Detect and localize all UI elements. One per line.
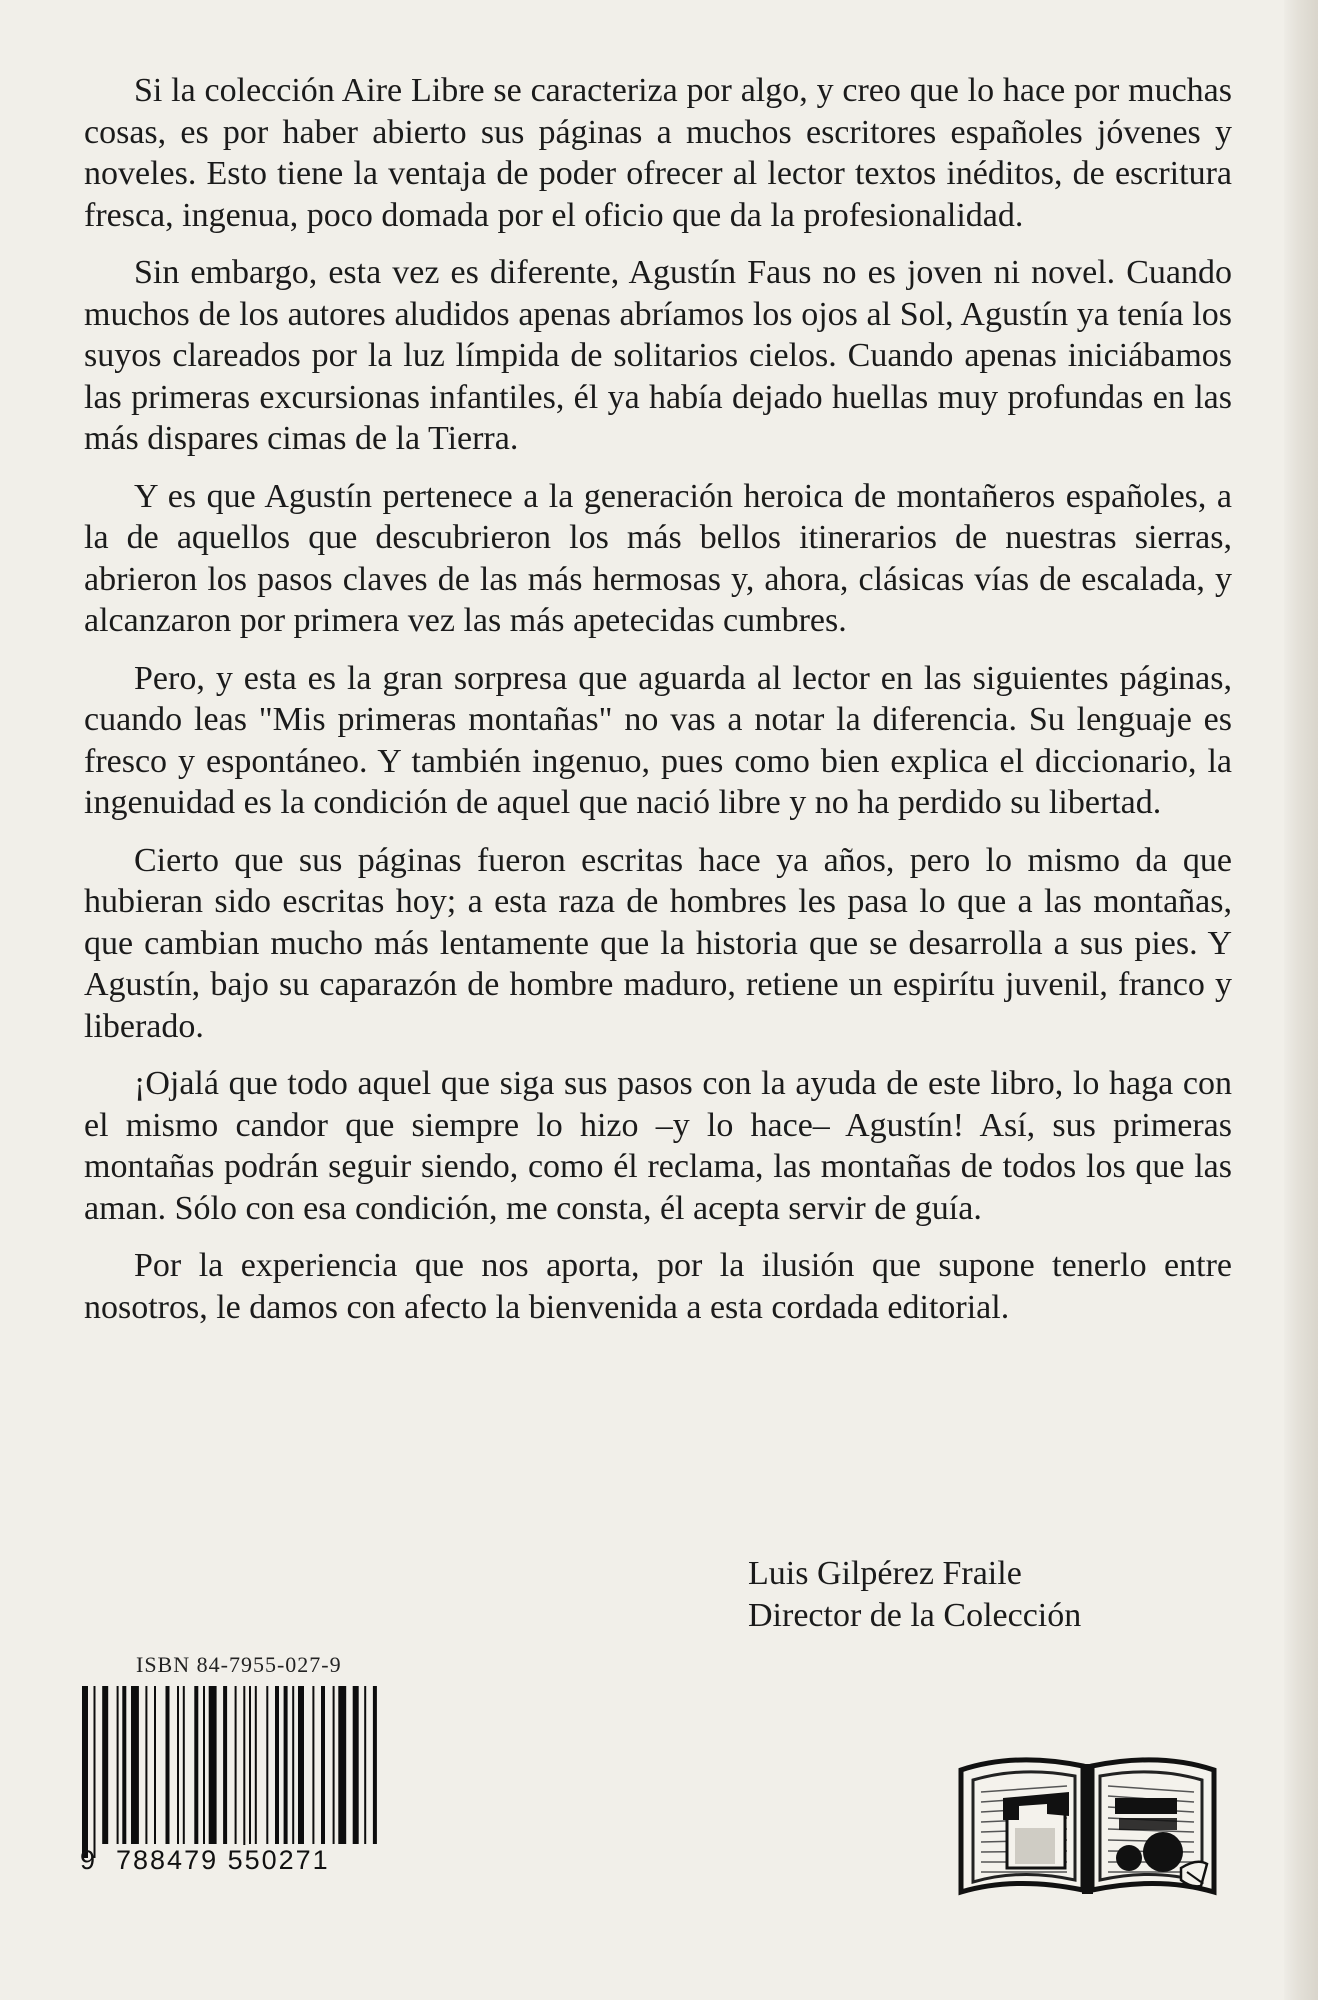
paragraph-3: Y es que Agustín pertenece a la generación heroica de montañeros españoles, a la de aquellos que descubrieron los más bellos itinerarios de nuestras sierras, abrieron los pasos claves de las más hermosas y, ahora, clásicas vías de escalada, y alcanzaron por primera vez las más apetecidas cumbres.	[84, 477, 1232, 639]
paragraph-2: Sin embargo, esta vez es diferente, Agustín Faus no es joven ni novel. Cuando muchos de los autores aludidos apenas abríamos los ojos al Sol, Agustín ya tenía los suyos clareados por la luz límpida de solitarios cielos. Cuando apenas iniciábamos las primeras excursionas infantiles, él ya había dejado huellas muy profundas en las más dispares cimas de la Tierra.	[84, 254, 1232, 457]
isbn-label: ISBN 84-7955-027-9	[136, 1652, 342, 1677]
page-edge-shadow	[1284, 0, 1318, 2000]
paragraph-1: Si la colección Aire Libre se caracteriza por algo, y creo que lo hace por muchas cosas, es por haber abierto sus páginas a muchos escritores españoles jóvenes y noveles. Esto tiene la ventaja de poder ofrecer al lector textos inéditos, de escritura fresca, ingenua, poco domada por el oficio que da la profesionalidad.	[84, 72, 1232, 234]
body-text	[84, 70, 1232, 1344]
barcode	[78, 1686, 378, 1860]
paragraph-4: Pero, y esta es la gran sorpresa que aguarda al lector en las siguientes páginas, cuando leas "Mis primeras montañas" no vas a notar la diferencia. Su lenguaje es fresco y espontáneo. Y también ingenuo, pues como bien explica el diccionario, la ingenuidad es la condición de aquel que nació libre y no ha perdido su libertad.	[84, 659, 1232, 821]
publisher-logo-open-book-icon	[955, 1740, 1220, 1900]
signature	[748, 1553, 1081, 1636]
paragraph-7: Por la experiencia que nos aporta, por la ilusión que supone tenerlo entre nosotros, le damos con afecto la bienvenida a esta cordada editorial.	[84, 1247, 1232, 1326]
paragraph-5: Cierto que sus páginas fueron escritas hace ya años, pero lo mismo da que hubieran sido escritas hoy; a esta raza de hombres les pasa lo que a las montañas, que cambian mucho más lentamente que la historia que se desarrolla a sus pies. Y Agustín, bajo su caparazón de hombre maduro, retiene un espirítu juvenil, franco y liberado.	[84, 841, 1232, 1045]
signature-name: Luis Gilpérez Fraile	[748, 1555, 1022, 1592]
signature-role: Director de la Colección	[748, 1596, 1082, 1634]
paragraph-6: ¡Ojalá que todo aquel que siga sus pasos con la ayuda de este libro, lo haga con el mismo candor que siempre lo hizo –y lo hace– Agustín! Así, sus primeras montañas podrán seguir siendo, como él reclama, las montañas de todos los que las aman. Sólo con esa condición, me consta, él acepta servir de guía.	[84, 1065, 1232, 1227]
barcode-digits: 788479 550271	[116, 1845, 330, 1875]
barcode-lead-digit: 9	[80, 1845, 96, 1875]
barcode-bars	[78, 1686, 378, 1860]
